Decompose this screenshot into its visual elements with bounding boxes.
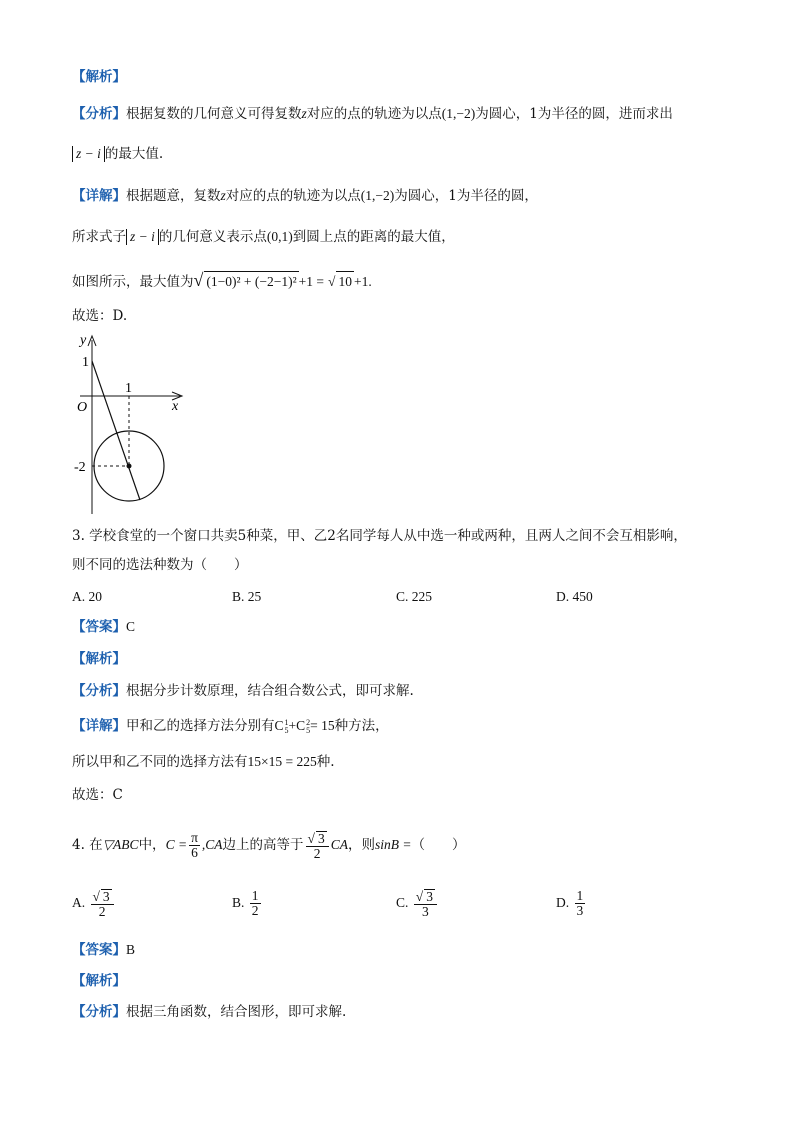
xiangjie-tag: 【详解】 — [72, 188, 126, 204]
x-label: x — [172, 399, 179, 414]
frac-num: 1 — [576, 888, 584, 904]
q3-choice — [72, 785, 123, 805]
fenxi-tag: 【分析】 — [72, 683, 126, 699]
q3-xj-a: 甲和乙的选择方法分别有 — [126, 718, 275, 734]
q2-l2-b: 的几何意义表示点 — [158, 229, 267, 245]
tick-x-1: 1 — [125, 381, 132, 396]
triangle-abc: ▽ABC — [102, 837, 139, 852]
radical-sign: √ — [193, 270, 204, 290]
frac-den: 2 — [251, 903, 259, 919]
q2-l3-a: 如图所示，最大值为 — [72, 274, 194, 290]
frac-den: 3 — [421, 903, 429, 919]
frac-den: 6 — [191, 845, 198, 860]
q3-stem-line2 — [72, 555, 248, 575]
point-1-neg2: (1,−2) — [441, 106, 476, 121]
q4-option-a — [72, 884, 116, 922]
opt-label: A. — [72, 895, 86, 910]
q3-detail-line1 — [72, 716, 389, 736]
sqrt3-over-2: $\frac{√ 3}{2}$ — [91, 889, 114, 919]
q3-jiexi-line — [72, 649, 126, 669]
q4-option-d — [556, 884, 587, 922]
point-1-neg2: (1,−2) — [360, 188, 395, 203]
frac-num: 1 — [251, 888, 259, 904]
tick-y-1: 1 — [82, 355, 89, 370]
opt-label: D. — [556, 895, 570, 910]
q4-option-b — [232, 884, 263, 922]
abs-z-minus-i: z − i — [72, 146, 105, 162]
ca-text: ,CA — [201, 837, 223, 852]
xiangjie-tag: 【详解】 — [72, 718, 126, 734]
q4-jiexi-line — [72, 971, 126, 991]
frac-num: 3 — [317, 830, 325, 846]
fenxi-tag: 【分析】 — [72, 106, 126, 122]
answer-tag: 【答案】 — [72, 942, 126, 958]
var-z: z — [220, 188, 226, 203]
frac-num: 3 — [102, 888, 110, 904]
q4-zhong: 中， — [138, 837, 166, 853]
fenxi-tag: 【分析】 — [72, 1004, 126, 1020]
q3-stem2: 则不同的选法种数为（ ） — [72, 557, 248, 573]
q4-answer-line — [72, 940, 135, 960]
frac-den: 3 — [576, 903, 584, 919]
origin-label: O — [77, 400, 88, 415]
q2-fenxi-text-a: 根据复数的几何意义可得复数 — [126, 106, 302, 122]
circle-figure — [72, 326, 202, 518]
q2-xj-a: 根据题意，复数 — [126, 188, 221, 204]
q4-ze: ，则 — [347, 837, 375, 853]
q3-option-a: A. 20 — [72, 589, 102, 604]
sinb: sinB = — [374, 837, 412, 852]
analysis-tag: 【解析】 — [72, 973, 126, 989]
q3-detail-line2 — [72, 752, 335, 772]
one-third — [575, 889, 586, 918]
plus-one-eq: +1 = — [298, 274, 325, 289]
q3-xj-formula: = 15 — [310, 718, 335, 733]
frac-den: 2 — [313, 845, 321, 861]
q4-fenxi-line — [72, 1002, 346, 1022]
frac-den: 2 — [98, 903, 106, 919]
sqrt3-over-3: $\frac{√ 3}{3}$ — [414, 889, 437, 919]
q2-detail-line3 — [72, 270, 372, 292]
q4-option-c — [396, 884, 439, 922]
q3-fenxi-line — [72, 681, 414, 701]
q2-fenxi-text-d: 的最大值. — [104, 146, 164, 162]
q3-xj-b: 种方法， — [334, 718, 389, 734]
answer-tag: 【答案】 — [72, 619, 126, 635]
pi-over-6 — [189, 831, 200, 860]
analysis-tag: 【解析】 — [72, 69, 126, 85]
radicand: (1−0)² + (−2−1)² — [204, 271, 298, 292]
q2-detail-line1 — [72, 186, 538, 206]
q4-num: 4. 在 — [72, 837, 103, 853]
opt-label: B. — [232, 895, 245, 910]
q4-side: 边上的高等于 — [222, 837, 304, 853]
analysis-tag: 【解析】 — [72, 651, 126, 667]
q2-fenxi-text-c: 为圆心，1为半径的圆，进而求出 — [475, 106, 673, 122]
analysis-heading — [72, 67, 126, 87]
q3-option-b: B. 25 — [232, 589, 262, 604]
q2-choice — [72, 306, 127, 326]
q3-answer: C — [126, 619, 136, 634]
q4-fenxi: 根据三角函数，结合图形，即可求解. — [126, 1004, 347, 1020]
q3-l2-a: 所以甲和乙不同的选择方法有 — [72, 754, 248, 770]
q3-stem-line1 — [72, 526, 687, 546]
opt-label: C. — [396, 895, 409, 910]
ca-text-2: CA — [330, 837, 348, 852]
q4-blank: （ ） — [411, 837, 466, 853]
tick-neg2: -2 — [74, 460, 86, 475]
guxuan-text: 故选：D. — [72, 308, 128, 324]
guxuan-text: 故选：C — [72, 787, 123, 803]
sqrt3-over-2: $\frac{√ 3}{2}$ — [306, 831, 329, 861]
point-0-1: (0,1) — [266, 229, 293, 244]
q3-answer-line — [72, 617, 135, 637]
q3-l2-formula: 15×15 = 225 — [247, 754, 317, 769]
var-z: z — [301, 106, 307, 121]
q3-option-c: C. 225 — [396, 589, 433, 604]
q3-stem1: 3. 学校食堂的一个窗口共卖5种菜，甲、乙2名同学每人从中选一种或两种，且两人之间不会互相影响， — [72, 528, 687, 544]
plus-one-end: +1. — [353, 274, 372, 289]
center-dot — [127, 464, 132, 469]
max-distance-line — [92, 361, 140, 500]
y-label: y — [80, 333, 87, 348]
q3-option-d: D. 450 — [556, 589, 593, 604]
q2-analysis-line2 — [72, 144, 163, 164]
q3-fenxi: 根据分步计数原理，结合组合数公式，即可求解. — [126, 683, 414, 699]
c-eq: C = — [165, 837, 188, 852]
q4-answer: B — [126, 942, 136, 957]
q2-analysis-line — [72, 104, 673, 124]
one-half — [250, 889, 261, 918]
q2-xj-b: 对应的点的轨迹为以点 — [225, 188, 361, 204]
q2-detail-line2 — [72, 227, 455, 247]
abs-z-minus-i: z − i — [126, 229, 159, 245]
q2-l2-a: 所求式子 — [72, 229, 126, 245]
q2-fenxi-text-b: 对应的点的轨迹为以点 — [306, 106, 442, 122]
q2-xj-c: 为圆心，1为半径的圆， — [394, 188, 538, 204]
q4-stem — [72, 828, 465, 862]
radical-sign: √ — [328, 274, 336, 289]
q2-l2-c: 到圆上点的距离的最大值， — [292, 229, 455, 245]
sqrt-10: 10 — [336, 271, 354, 292]
frac-num: π — [191, 830, 198, 845]
frac-num: 3 — [426, 888, 433, 904]
comb-c51: C 1 5 +C 2 5 — [274, 717, 311, 735]
q3-l2-b: 种. — [316, 754, 335, 770]
